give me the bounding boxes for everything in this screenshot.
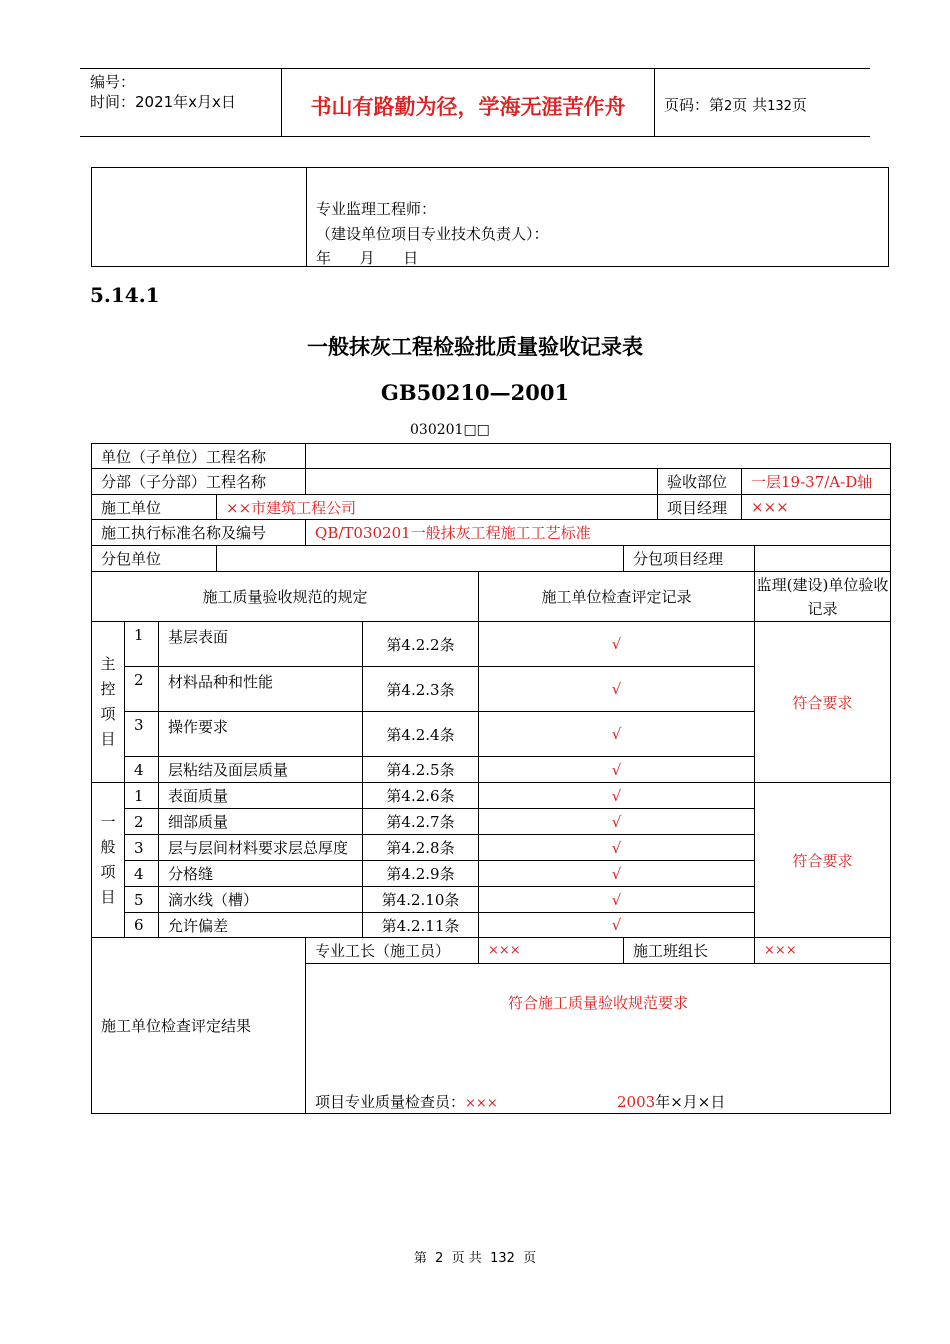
page-total: 132 [767,99,792,114]
item-name: 分格缝 [159,861,363,887]
item-clause: 第4.2.2条 [363,622,479,667]
form-code: 030201□□ [410,422,490,438]
signature-box-divider [306,168,307,266]
item-result: √ [479,757,755,783]
main-control-conclusion: 符合要求 [755,622,891,783]
page-prefix: 页码：第 [664,96,725,114]
item-clause: 第4.2.7条 [363,809,479,835]
sub-manager-value [755,546,891,572]
item-name: 材料品种和性能 [159,667,363,712]
item-result: √ [479,861,755,887]
item-name: 操作要求 [159,712,363,757]
result-date [617,1091,725,1112]
item-result: √ [479,913,755,938]
subproject-row [92,469,891,495]
contractor-label: 施工单位 [92,495,217,520]
form-title: 一般抹灰工程检验批质量验收记录表 [307,335,643,359]
project-name-value [306,444,891,469]
item-result: √ [479,835,755,861]
footer-prefix: 第 [413,1251,427,1266]
item-result: √ [479,887,755,913]
footer-current: 2 [435,1251,444,1266]
signature-text [316,197,549,271]
inspection-table [91,443,891,1114]
page-footer [0,1247,950,1266]
project-name-label: 单位（子单位）工程名称 [92,444,306,469]
acceptance-part-label: 验收部位 [658,469,742,495]
serial-label: 编号： [90,73,136,91]
col-supervision-header: 监理(建设)单位验收记录 [755,572,891,622]
sub-manager-label: 分包项目经理 [624,546,755,572]
subcontractor-label: 分包单位 [92,546,217,572]
standard-row [92,520,891,546]
supervisor-label: 专业监理工程师： [316,200,437,218]
general-conclusion: 符合要求 [755,783,891,938]
item-no: 3 [125,712,159,757]
item-clause: 第4.2.11条 [363,913,479,938]
item-no: 1 [125,622,159,667]
item-no: 5 [125,887,159,913]
item-no: 1 [125,783,159,809]
time-label: 时间：2021年x月x日 [90,93,236,111]
contractor-value: ××市建筑工程公司 [217,495,658,520]
standard-code: GB50210—2001 [380,380,570,405]
header-top-rule [80,68,870,69]
table-row [92,622,891,667]
result-signers-row [92,938,891,964]
item-result: √ [479,622,755,667]
result-conclusion: 符合施工质量验收规范要求 [508,994,689,1012]
item-result: √ [479,712,755,757]
item-no: 4 [125,757,159,783]
item-no: 2 [125,667,159,712]
acceptance-part-value: 一层19-37/A-D轴 [742,469,891,495]
subcontractor-row [92,546,891,572]
item-clause: 第4.2.4条 [363,712,479,757]
item-name: 基层表面 [159,622,363,667]
item-result: √ [479,667,755,712]
item-clause: 第4.2.6条 [363,783,479,809]
team-leader-value: ××× [755,938,891,964]
col-spec-header: 施工质量验收规范的规定 [92,572,479,622]
standard-label: 施工执行标准名称及编号 [92,520,306,546]
date-label: 年 月 日 [316,249,419,267]
page-mid: 页 共 [732,96,768,114]
item-clause: 第4.2.3条 [363,667,479,712]
result-label: 施工单位检查评定结果 [92,938,306,1114]
project-name-row [92,444,891,469]
item-clause: 第4.2.5条 [363,757,479,783]
footer-mid: 页 共 [451,1251,482,1266]
page-current: 2 [724,99,733,114]
footer-suffix: 页 [523,1251,537,1266]
item-clause: 第4.2.9条 [363,861,479,887]
team-leader-label: 施工班组长 [624,938,755,964]
item-name: 层与层间材料要求层总厚度 [159,835,363,861]
item-no: 4 [125,861,159,887]
project-manager-label: 项目经理 [658,495,742,520]
item-result: √ [479,783,755,809]
project-manager-value: ××× [742,495,891,520]
header-meta [90,72,236,112]
header-divider [654,68,655,136]
item-no: 3 [125,835,159,861]
inspector-value: ××× [465,1096,498,1111]
contractor-row [92,495,891,520]
date-rest: 年×月×日 [655,1093,726,1111]
owner-tech-label: （建设单位项目专业技术负责人）： [316,224,549,243]
header-motto: 书山有路勤为径，学海无涯苦作舟 [310,95,626,119]
inspector-label: 项目专业质量检查员： [315,1093,466,1111]
header-page-indicator [664,94,807,115]
item-no: 2 [125,809,159,835]
item-name: 层粘结及面层质量 [159,757,363,783]
standard-value: QB/T030201一般抹灰工程施工工艺标准 [306,520,891,546]
signature-box [91,167,889,267]
subproject-value [306,469,658,495]
result-body [306,964,891,1114]
date-year: 2003 [617,1093,656,1111]
subproject-label: 分部（子分部）工程名称 [92,469,306,495]
inspector-line [315,1091,498,1112]
subcontractor-value [217,546,624,572]
item-name: 细部质量 [159,809,363,835]
item-clause: 第4.2.10条 [363,887,479,913]
header-bottom-rule [80,136,870,137]
foreman-label: 专业工长（施工员） [306,938,479,964]
main-control-label: 主 控 项 目 [92,622,125,783]
column-header-row [92,572,891,622]
item-clause: 第4.2.8条 [363,835,479,861]
item-name: 表面质量 [159,783,363,809]
table-row [92,783,891,809]
page-suffix: 页 [791,96,807,114]
footer-total: 132 [490,1251,515,1266]
foreman-value: ××× [479,938,624,964]
section-number: 5.14.1 [90,283,160,307]
item-no: 6 [125,913,159,938]
item-name: 滴水线（槽） [159,887,363,913]
col-record-header: 施工单位检查评定记录 [479,572,755,622]
general-items-label: 一 般 项 目 [92,783,125,938]
item-result: √ [479,809,755,835]
item-name: 允许偏差 [159,913,363,938]
